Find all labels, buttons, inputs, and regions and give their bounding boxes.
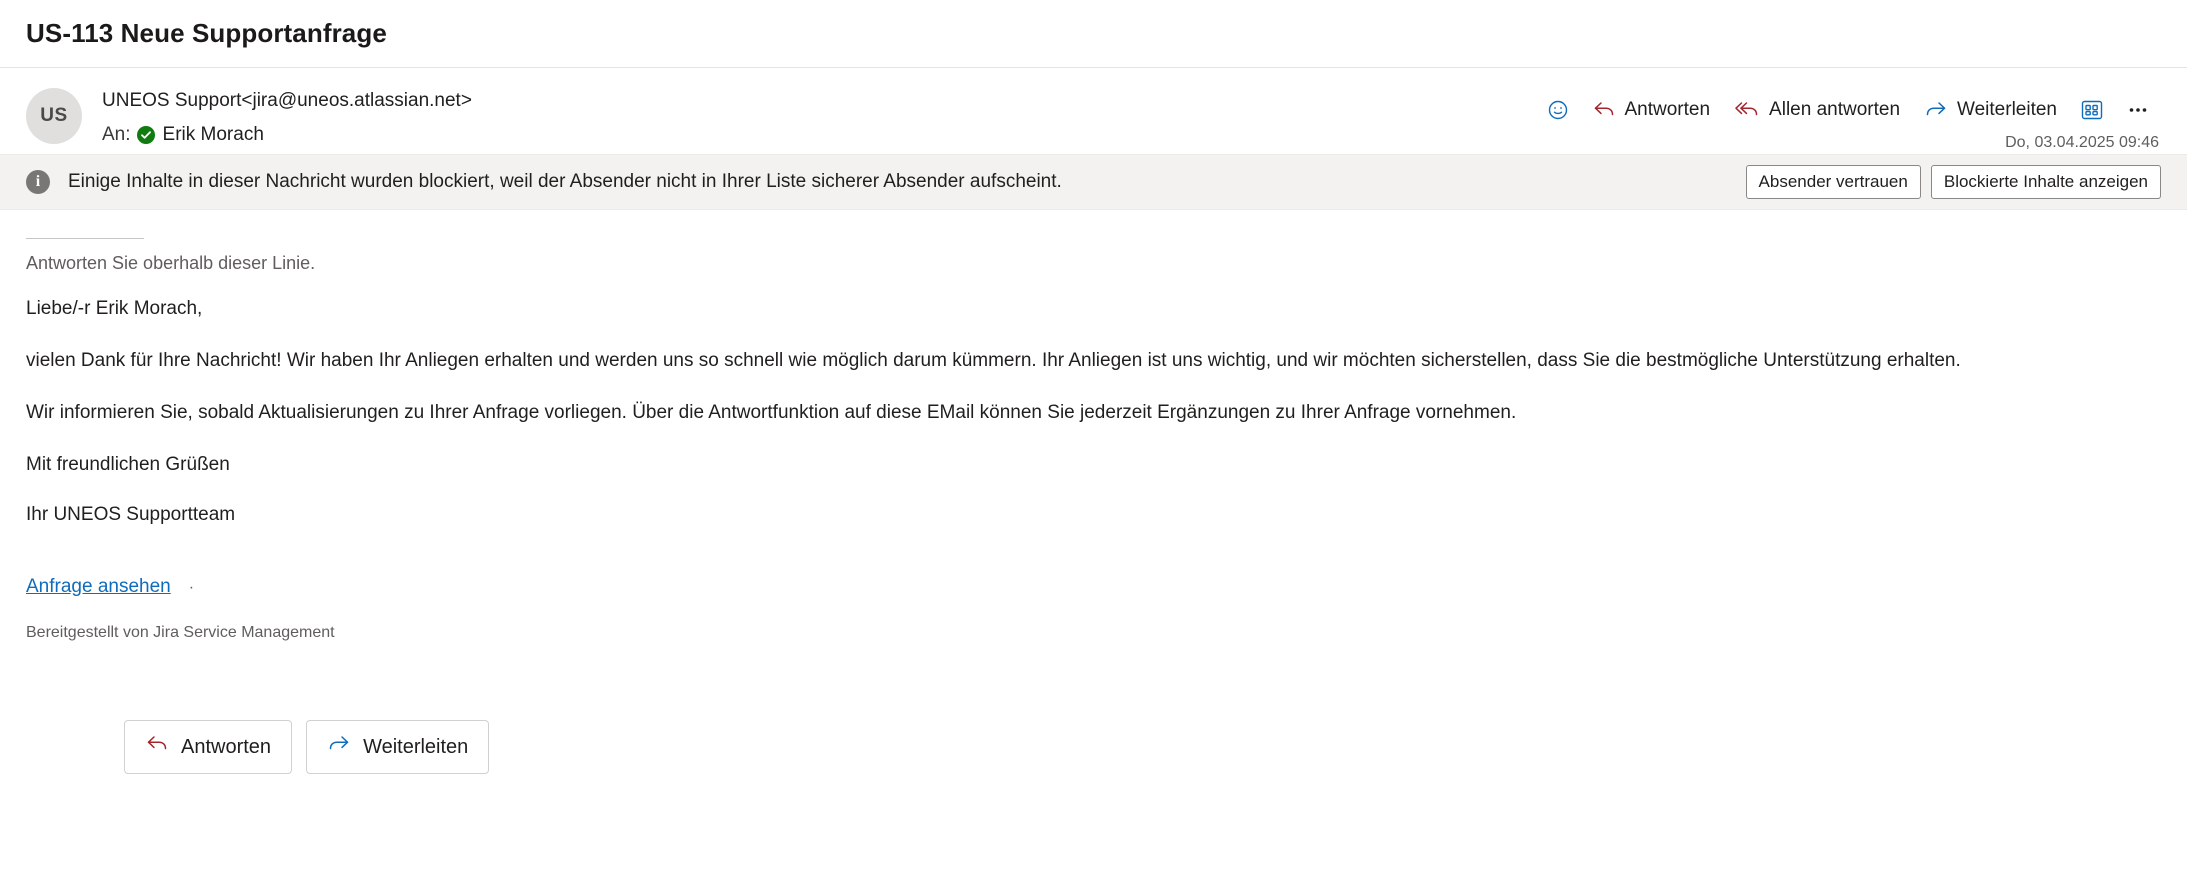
apps-button[interactable] (2069, 90, 2115, 130)
message-body (0, 210, 2187, 774)
reply-all-label: Allen antworten (1769, 99, 1901, 120)
reply-all-icon (1734, 99, 1760, 121)
body-paragraph-2: Wir informieren Sie, sobald Aktualisierungen zu Ihrer Anfrage vorliegen. Über die Antwortfunktion auf diese EMail können Sie jederzeit Ergänzungen zu Ihrer Anfrage vornehmen. (26, 402, 1517, 423)
show-blocked-content-button[interactable]: Blockierte Inhalte anzeigen (1931, 165, 2161, 199)
recipient-name[interactable]: Erik Morach (162, 124, 264, 145)
bottom-forward-label: Weiterleiten (363, 735, 469, 758)
blocked-content-notice (0, 154, 2187, 210)
reply-icon (145, 733, 169, 761)
verified-check-icon (137, 126, 155, 144)
sender-address[interactable]: UNEOS Support<jira@uneos.atlassian.net> (102, 90, 472, 111)
view-request-link[interactable]: Anfrage ansehen (26, 576, 171, 597)
avatar: US (26, 88, 82, 144)
reply-icon (1592, 99, 1616, 121)
request-link-row (26, 576, 2161, 598)
forward-button[interactable] (1912, 92, 2069, 128)
forward-icon (327, 733, 351, 761)
greeting-text: Liebe/-r Erik Morach, (26, 298, 203, 319)
reply-above-line-note: Antworten Sie oberhalb dieser Linie. (26, 253, 316, 273)
more-options-button[interactable] (2115, 90, 2161, 130)
message-date: Do, 03.04.2025 09:46 (2005, 134, 2159, 151)
provided-by-note: Bereitgestellt von Jira Service Management (26, 624, 335, 641)
bottom-forward-button[interactable] (306, 720, 489, 774)
bottom-actions (26, 642, 2161, 774)
notice-text: Einige Inhalte in dieser Nachricht wurden blockiert, weil der Absender nicht in Ihrer Liste sicherer Absender aufscheint. (68, 171, 1062, 192)
page-title: US-113 Neue Supportanfrage (26, 18, 387, 48)
recipient-row (102, 124, 472, 146)
notice-buttons (1746, 165, 2161, 199)
message-header (0, 68, 2187, 154)
trust-sender-button[interactable]: Absender vertrauen (1746, 165, 1921, 199)
reply-all-button[interactable] (1722, 92, 1912, 128)
closing-text: Mit freundlichen Grüßen (26, 454, 230, 475)
bottom-reply-label: Antworten (181, 735, 272, 758)
bottom-reply-button[interactable] (124, 720, 292, 774)
divider-line (26, 238, 144, 239)
subject-bar (0, 0, 2187, 68)
sender-block (102, 84, 472, 146)
info-icon: i (26, 170, 50, 194)
link-separator: · (188, 579, 195, 596)
forward-label: Weiterleiten (1957, 99, 2057, 120)
header-actions (1536, 84, 2162, 130)
signature-text: Ihr UNEOS Supportteam (26, 504, 236, 525)
body-paragraph-1: vielen Dank für Ihre Nachricht! Wir haben Ihr Anliegen erhalten und werden uns so schnell wie möglich darum kümmern. Ihr Anliegen ist uns wichtig, und wir möchten sicherstellen, dass Sie die bestmögliche Unterstützung erhalten. (26, 350, 1961, 371)
recipient-label: An: (102, 124, 131, 145)
reply-button[interactable] (1580, 92, 1723, 128)
react-emoji-button[interactable] (1536, 90, 1580, 130)
reply-label: Antworten (1624, 99, 1711, 120)
forward-icon (1924, 99, 1948, 121)
